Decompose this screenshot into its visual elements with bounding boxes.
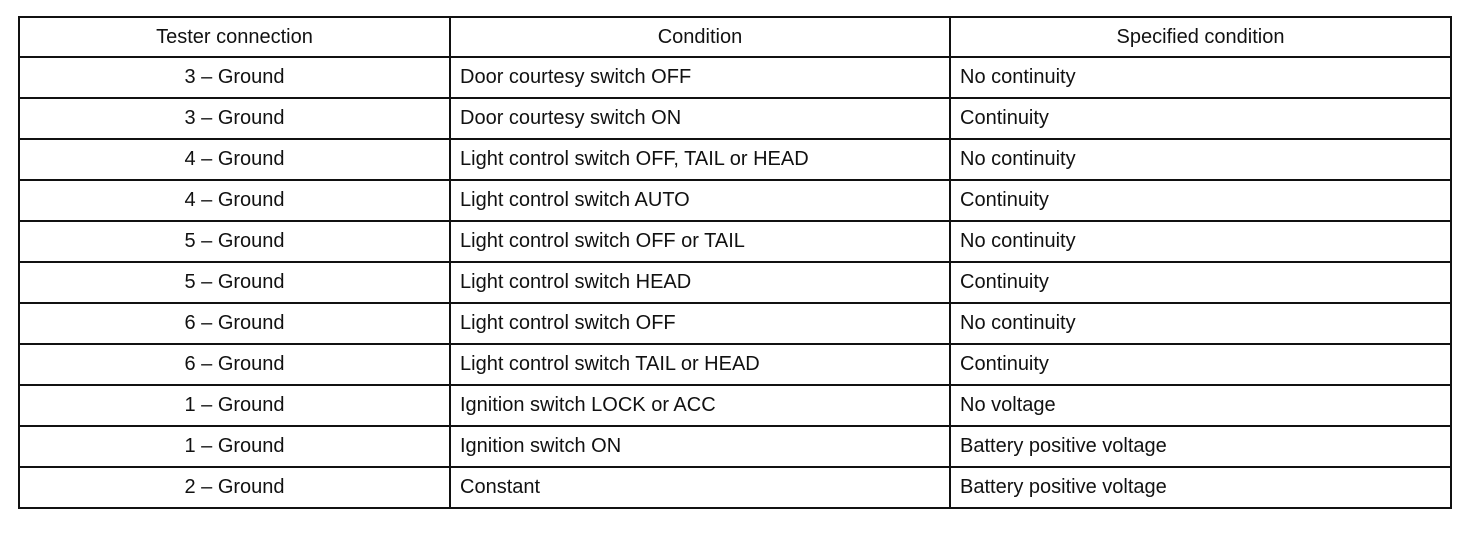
specified-condition-cell: Continuity [950,180,1451,221]
condition-cell: Door courtesy switch ON [450,98,950,139]
condition-cell: Ignition switch ON [450,426,950,467]
specified-condition-cell: Battery positive voltage [950,426,1451,467]
condition-cell: Light control switch OFF, TAIL or HEAD [450,139,950,180]
table-row [19,467,1451,508]
table-row [19,344,1451,385]
specified-condition-cell: No continuity [950,139,1451,180]
table-row [19,98,1451,139]
tester-connection-cell: 3 – Ground [19,57,450,98]
condition-cell: Light control switch HEAD [450,262,950,303]
specified-condition-cell: No continuity [950,303,1451,344]
tester-connection-cell: 6 – Ground [19,303,450,344]
condition-cell: Light control switch OFF [450,303,950,344]
table-row [19,303,1451,344]
table-row [19,426,1451,467]
specified-condition-cell: No continuity [950,57,1451,98]
specified-condition-cell: No voltage [950,385,1451,426]
header-condition: Condition [450,17,950,57]
header-specified-condition: Specified condition [950,17,1451,57]
header-tester-connection: Tester connection [19,17,450,57]
table-row [19,57,1451,98]
specified-condition-cell: Continuity [950,262,1451,303]
specified-condition-cell: Continuity [950,344,1451,385]
condition-cell: Light control switch AUTO [450,180,950,221]
table-row [19,385,1451,426]
condition-cell: Constant [450,467,950,508]
table-row [19,180,1451,221]
tester-connection-cell: 4 – Ground [19,139,450,180]
tester-connection-cell: 6 – Ground [19,344,450,385]
condition-cell: Ignition switch LOCK or ACC [450,385,950,426]
table-row [19,139,1451,180]
tester-connection-cell: 4 – Ground [19,180,450,221]
tester-connection-cell: 1 – Ground [19,385,450,426]
table-header-row [19,17,1451,57]
inspection-table [18,16,1452,509]
condition-cell: Light control switch TAIL or HEAD [450,344,950,385]
specified-condition-cell: Continuity [950,98,1451,139]
tester-connection-cell: 1 – Ground [19,426,450,467]
specified-condition-cell: Battery positive voltage [950,467,1451,508]
condition-cell: Light control switch OFF or TAIL [450,221,950,262]
tester-connection-cell: 5 – Ground [19,262,450,303]
tester-connection-cell: 3 – Ground [19,98,450,139]
tester-connection-cell: 5 – Ground [19,221,450,262]
condition-cell: Door courtesy switch OFF [450,57,950,98]
table-row [19,221,1451,262]
tester-connection-cell: 2 – Ground [19,467,450,508]
table-row [19,262,1451,303]
specified-condition-cell: No continuity [950,221,1451,262]
